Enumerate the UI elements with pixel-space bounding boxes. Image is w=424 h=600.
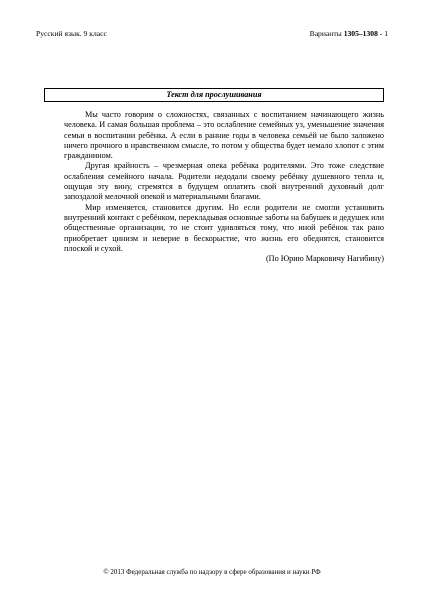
variants-range: 1305–1308 xyxy=(343,29,378,38)
page-number: - 1 xyxy=(379,29,388,38)
section-title: Текст для прослушивания xyxy=(44,88,384,102)
listening-text xyxy=(64,110,384,264)
subject-label: Русский язык. 9 класс xyxy=(36,29,107,38)
variants-info xyxy=(310,28,388,40)
page-header xyxy=(36,28,388,40)
text-paragraph-3: Мир изменяется, становится другим. Но если родители не смогли установить внутренний контакт с ребёнком, перекладывая основные заботы на бабушек и дедушек или общественные организации, то не стоит удивляться тому, что иной ребёнок так рано приобретает цинизм и неверие в бескорыстие, что жизнь его обеднятся, становится плоской и сухой. xyxy=(64,202,384,253)
variants-label: Варианты xyxy=(309,29,342,38)
text-paragraph-1: Мы часто говорим о сложностях, связанных с воспитанием начинающего жизнь человека. И самая большая проблема – это ослабление семейных уз, уменьшение значения семьи в воспитании ребёнка. А если в ранние годы в человека семьёй не было заложено ничего прочного в нравственном смысле, то потом у общества будет немало хлопот с этим гражданином. xyxy=(64,110,384,161)
page-footer: © 2013 Федеральная служба по надзору в сфере образования и науки РФ xyxy=(103,568,321,576)
text-attribution: (По Юрию Марковичу Нагибину) xyxy=(265,254,384,264)
text-paragraph-2: Другая крайность – чрезмерная опека ребёнка родителями. Это тоже следствие ослабления семейного начала. Родители недодали своему ребёнку душевного тепла и, ощущая эту вину, стремятся в будущем оплатить свой внутренний духовный долг запоздалой мелочной опекой и материальными благами. xyxy=(64,161,384,202)
